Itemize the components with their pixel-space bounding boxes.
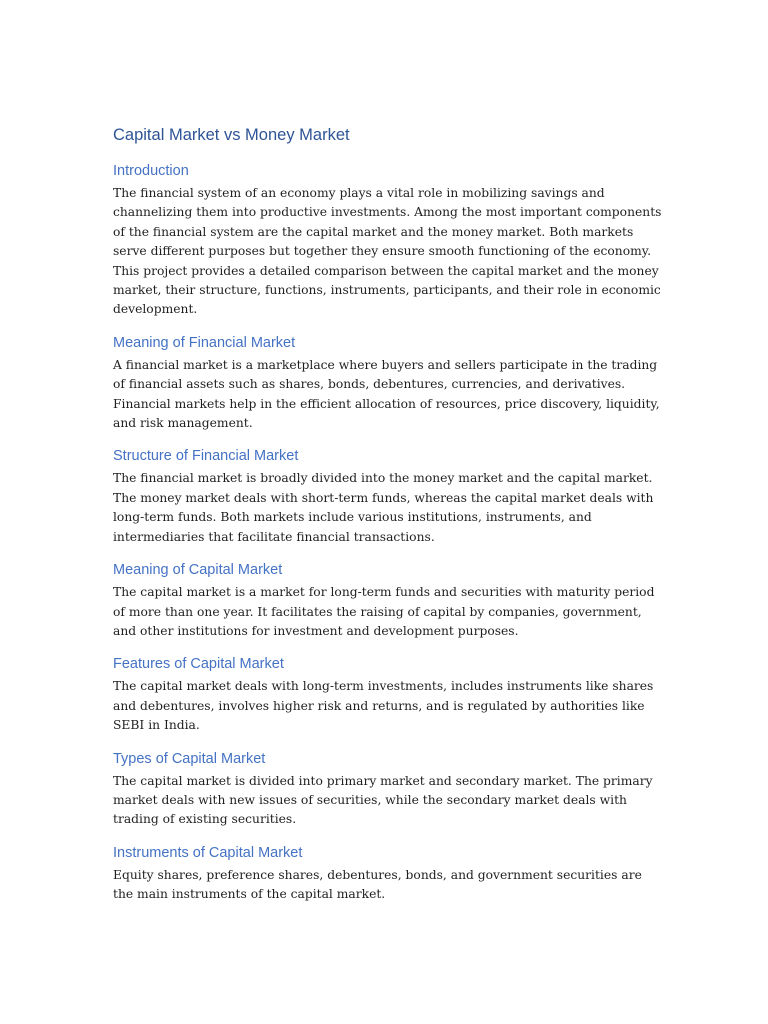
section-paragraph: The capital market is divided into primary market and secondary market. The primary market deals with new issues of securities, while the secondary market deals with trading of existing securities. xyxy=(113,773,653,827)
section-heading: Structure of Financial Market xyxy=(113,448,299,465)
section-introduction xyxy=(113,161,664,320)
section-meaning-of-capital-market xyxy=(113,560,664,641)
section-structure-of-financial-market xyxy=(113,446,664,547)
section-heading: Meaning of Financial Market xyxy=(113,334,296,351)
section-heading: Types of Capital Market xyxy=(113,750,266,767)
section-paragraph: The financial market is broadly divided into the money market and the capital market. The money market deals with short-term funds, whereas the capital market deals with long-term funds. Both markets include various institutions, instruments, and intermediaries that facilitate financial transactions. xyxy=(113,471,654,544)
section-heading: Features of Capital Market xyxy=(113,656,284,673)
section-instruments-of-capital-market xyxy=(113,843,664,905)
section-types-of-capital-market xyxy=(113,749,664,830)
section-paragraph: The capital market deals with long-term investments, includes instruments like shares and debentures, involves higher risk and returns, and is regulated by authorities like SEBI in India. xyxy=(113,679,654,733)
section-paragraph: Equity shares, preference shares, debentures, bonds, and government securities are the main instruments of the capital market. xyxy=(113,867,642,902)
section-meaning-of-financial-market xyxy=(113,333,664,434)
section-heading: Instruments of Capital Market xyxy=(113,844,303,861)
section-heading: Meaning of Capital Market xyxy=(113,562,283,579)
section-features-of-capital-market xyxy=(113,654,664,735)
section-paragraph: A financial market is a marketplace where buyers and sellers participate in the trading of financial assets such as shares, bonds, debentures, currencies, and derivatives. Financial markets help in the efficient allocation of resources, price discovery, liquidity, and risk management. xyxy=(113,357,660,431)
section-paragraph: The capital market is a market for long-term funds and securities with maturity period of more than one year. It facilitates the raising of capital by companies, government, and other institutions for investment and development purposes. xyxy=(113,585,655,638)
section-paragraph: The financial system of an economy plays a vital role in mobilizing savings and channelizing them into productive investments. Among the most important components of the financial system are the capital market and the money market. Both markets serve different purposes but together they ensure smooth functioning of the economy. This project provides a detailed comparison between the capital market and the money market, their structure, functions, instruments, participants, and their role in economic development. xyxy=(113,186,662,317)
document-title: Capital Market vs Money Market xyxy=(113,126,350,144)
section-heading: Introduction xyxy=(113,163,189,179)
